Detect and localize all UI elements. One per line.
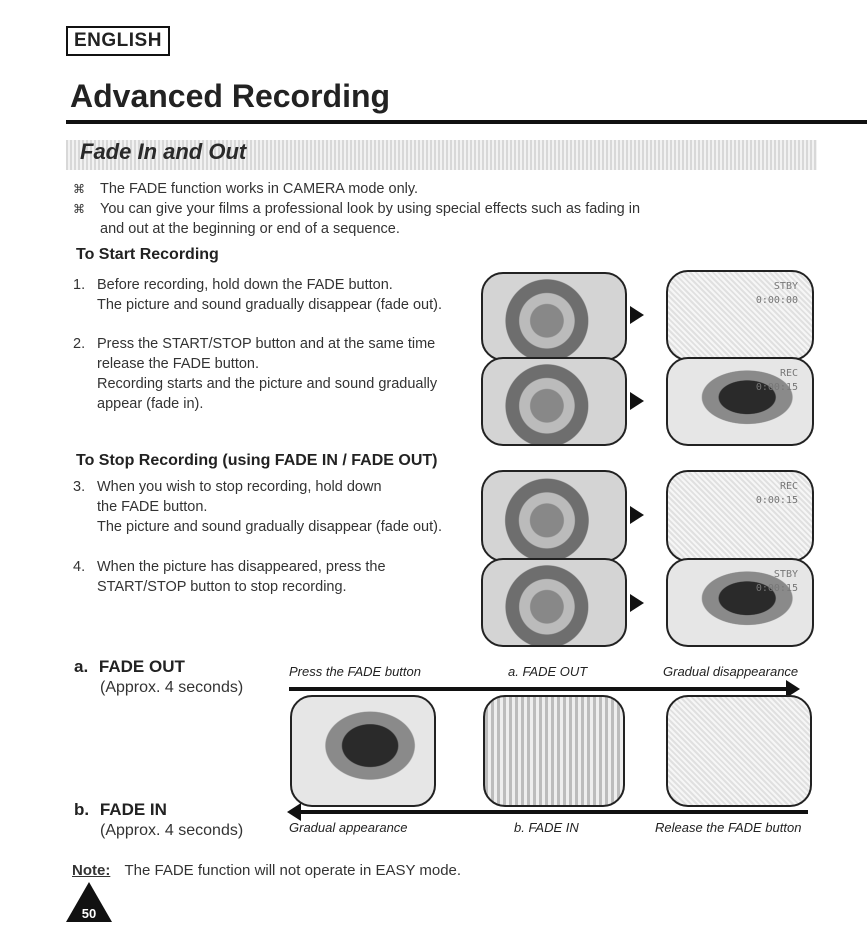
caption-release-fade: Release the FADE button: [655, 820, 802, 835]
fade-in-name: FADE IN: [99, 800, 167, 819]
camcorder-fade-button-image: [481, 272, 627, 361]
arrow-right-icon: [630, 506, 644, 524]
step-line: The picture and sound gradually disappear (fade out).: [97, 297, 442, 313]
caption-fade-out: a. FADE OUT: [508, 664, 588, 679]
fade-out-letter: a.: [74, 657, 89, 676]
scene-image-full: [290, 695, 436, 807]
step-line: Press the START/STOP button and at the same time: [97, 336, 436, 352]
fade-in-letter: b.: [74, 800, 90, 819]
step-line: release the FADE button.: [97, 356, 260, 372]
step-line: The picture and sound gradually disappear (fade out).: [97, 519, 442, 535]
camcorder-fade-button-image: [481, 470, 627, 562]
fade-in-label: [74, 800, 167, 820]
step-1: [73, 275, 442, 315]
note: [72, 862, 461, 879]
viewfinder-screen-image: [666, 270, 814, 361]
language-badge: ENGLISH: [66, 26, 170, 56]
viewfinder-screen-image: [666, 470, 814, 562]
fade-out-name: FADE OUT: [98, 657, 185, 676]
step-line: When you wish to stop recording, hold down: [97, 479, 382, 495]
arrow-right-icon: [630, 594, 644, 612]
camcorder-start-stop-image: [481, 558, 627, 647]
caption-press-fade: Press the FADE button: [289, 664, 421, 679]
fade-out-duration: (Approx. 4 seconds): [100, 679, 244, 696]
arrow-right-icon: [630, 306, 644, 324]
step-4: [73, 557, 386, 597]
page-title: Advanced Recording: [70, 78, 391, 114]
note-label: Note:: [72, 862, 111, 879]
step-2: [73, 334, 438, 414]
step-line: the FADE button.: [97, 499, 208, 515]
fade-in-duration: (Approx. 4 seconds): [100, 822, 244, 839]
arrow-right-icon: [630, 392, 644, 410]
step-line: appear (fade in).: [97, 396, 204, 412]
step-number: 4.: [73, 559, 86, 575]
caption-fade-in: b. FADE IN: [514, 820, 579, 835]
step-number: 3.: [73, 479, 86, 495]
step-number: 1.: [73, 277, 86, 293]
title-rule: [66, 120, 867, 124]
bullet-text: You can give your films a professional look by using special effects such as fading in: [100, 201, 641, 217]
note-text: The FADE function will not operate in EASY mode.: [124, 862, 462, 879]
step-line: Recording starts and the picture and sound gradually: [97, 376, 438, 392]
osd-mode: STBY: [773, 281, 798, 292]
osd-time: 0:00:00: [755, 295, 798, 306]
caption-gradual-appearance: Gradual appearance: [289, 820, 408, 835]
bullet-item: [73, 179, 419, 199]
osd-time: 0:00:15: [755, 382, 798, 393]
step-3: [73, 477, 442, 537]
step-number: 2.: [73, 336, 86, 352]
step-line: START/STOP button to stop recording.: [97, 579, 347, 595]
osd-mode: REC: [779, 368, 798, 379]
osd-time: 0:00:15: [755, 495, 798, 506]
osd-mode: STBY: [773, 569, 798, 580]
scene-image-fading: [483, 695, 625, 807]
scene-image-blank: [666, 695, 812, 807]
camcorder-start-stop-image: [481, 357, 627, 446]
step-line: When the picture has disappeared, press the: [97, 559, 386, 575]
page-number: 50: [81, 906, 97, 921]
section-title: Fade In and Out: [80, 139, 247, 164]
osd-mode: REC: [779, 481, 798, 492]
step-line: Before recording, hold down the FADE button.: [97, 277, 393, 293]
viewfinder-screen-image: [666, 558, 814, 647]
fade-out-label: [74, 657, 185, 677]
arrow-left-icon: [287, 803, 301, 821]
timeline-arrow-left: [300, 810, 808, 814]
bullet-text-continued: and out at the beginning or end of a sequence.: [100, 221, 400, 237]
bullet-icon: ⌘: [73, 182, 85, 196]
bullet-icon: ⌘: [73, 202, 85, 216]
timeline-arrow-right: [289, 687, 789, 691]
viewfinder-screen-image: [666, 357, 814, 446]
start-recording-heading: To Start Recording: [76, 246, 219, 263]
osd-time: 0:00:15: [755, 583, 798, 594]
caption-gradual-disappearance: Gradual disappearance: [663, 664, 799, 679]
stop-recording-heading: To Stop Recording (using FADE IN / FADE OUT): [76, 452, 438, 469]
bullet-text: The FADE function works in CAMERA mode only.: [100, 181, 419, 197]
bullet-item: [73, 199, 641, 219]
